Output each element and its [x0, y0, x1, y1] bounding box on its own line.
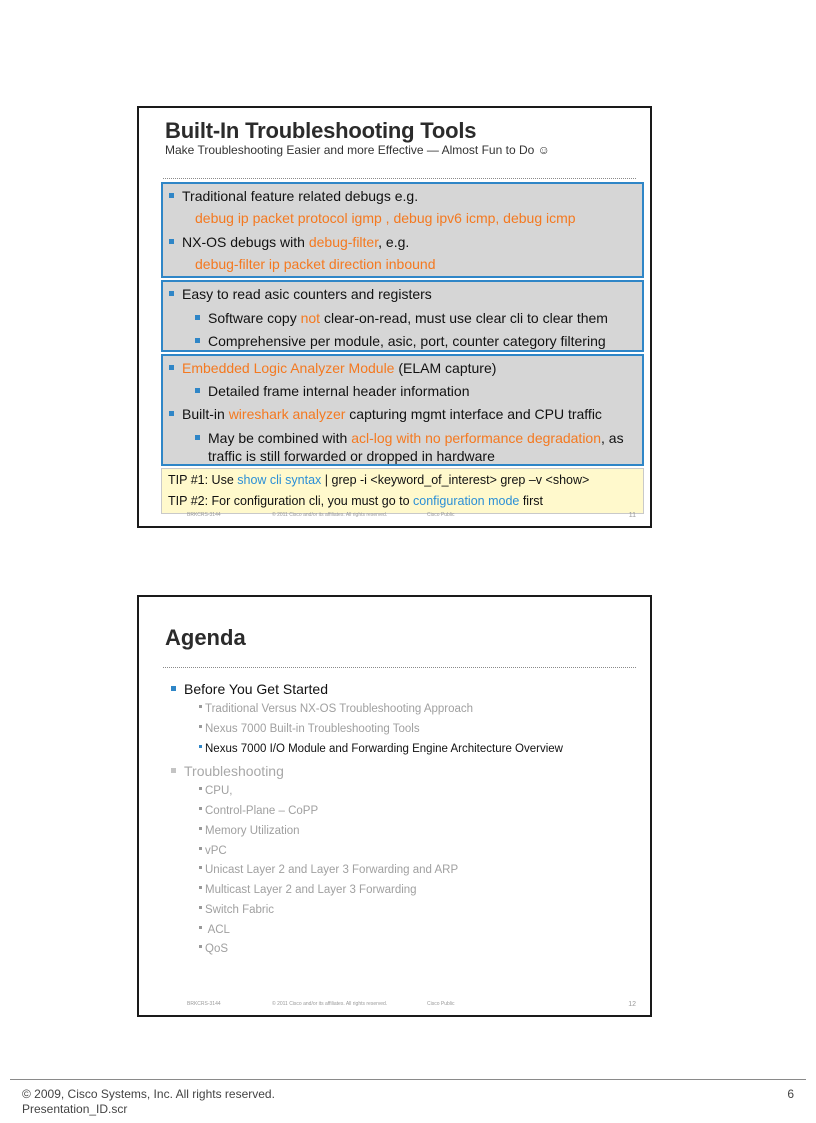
- footer-classification: Cisco Public: [427, 1001, 455, 1007]
- bullet-square-icon: [199, 906, 202, 909]
- slide-built-in-tools: [137, 106, 652, 528]
- bullet-square-icon: [199, 926, 202, 929]
- bullet-square-icon: [199, 945, 202, 948]
- agenda-item-before-you-get-started: Before You Get Started: [171, 681, 328, 697]
- bullet-square-icon: [195, 388, 200, 393]
- tip-2: TIP #2: For configuration cli, you must go to configuration mode first: [168, 494, 543, 508]
- agenda-subitem: Memory Utilization: [199, 825, 300, 837]
- footer-session-id: BRKCRS-3144: [187, 1001, 221, 1007]
- page-footer-divider: [10, 1079, 806, 1080]
- bullet-wireshark: Built-in wireshark analyzer capturing mgmt interface and CPU traffic: [169, 406, 602, 422]
- footer-copyright: © 2011 Cisco and/or its affiliates. All rights reserved.: [272, 1001, 388, 1007]
- bullet-square-icon: [195, 338, 200, 343]
- bullet-square-icon: [199, 745, 202, 748]
- bullet-square-icon: [169, 193, 174, 198]
- bullet-asic-counters: Easy to read asic counters and registers: [169, 286, 432, 302]
- agenda-subitem: Traditional Versus NX-OS Troubleshooting Approach: [199, 703, 473, 715]
- sub-bullet-filtering: Comprehensive per module, asic, port, counter category filtering: [195, 333, 606, 349]
- page-footer: [22, 1087, 275, 1117]
- slide-title: Built-In Troubleshooting Tools: [165, 118, 477, 143]
- slide-footer: [187, 512, 636, 522]
- bullet-square-icon: [169, 291, 174, 296]
- presentation-id: Presentation_ID.scr: [22, 1102, 128, 1116]
- footer-slide-number: 12: [628, 1001, 636, 1008]
- tip-1: TIP #1: Use show cli syntax | grep -i <keyword_of_interest> grep –v <show>: [168, 473, 590, 487]
- bullet-square-icon: [169, 411, 174, 416]
- agenda-item-troubleshooting: Troubleshooting: [171, 763, 284, 779]
- footer-session-id: BRKCRS-3144: [187, 512, 221, 518]
- slide-footer: [187, 1001, 636, 1011]
- bullet-square-icon: [171, 768, 176, 773]
- agenda-subitem: vPC: [199, 845, 227, 857]
- bullet-traditional-debugs: Traditional feature related debugs e.g.: [169, 188, 418, 204]
- bullet-square-icon: [199, 807, 202, 810]
- agenda-subitem-current: Nexus 7000 I/O Module and Forwarding Engine Architecture Overview: [199, 743, 563, 755]
- agenda-subitem: ACL: [199, 924, 230, 936]
- bullet-square-icon: [169, 239, 174, 244]
- bullet-square-icon: [199, 886, 202, 889]
- debug-filter-example: debug-filter ip packet direction inbound: [195, 256, 436, 272]
- footer-copyright: © 2011 Cisco and/or its affiliates. All rights reserved.: [272, 512, 388, 518]
- slide-subtitle: Make Troubleshooting Easier and more Effective — Almost Fun to Do ☺: [165, 143, 550, 157]
- agenda-subitem: Multicast Layer 2 and Layer 3 Forwarding: [199, 884, 417, 896]
- bullet-square-icon: [195, 435, 200, 440]
- asic-counters-box: [161, 280, 644, 352]
- bullet-square-icon: [171, 686, 176, 691]
- bullet-square-icon: [199, 827, 202, 830]
- bullet-elam: Embedded Logic Analyzer Module (ELAM capture): [169, 360, 496, 376]
- bullet-square-icon: [199, 866, 202, 869]
- tips-box: [161, 468, 644, 514]
- sub-bullet-frame-header: Detailed frame internal header information: [195, 383, 469, 399]
- agenda-subitem: Switch Fabric: [199, 904, 274, 916]
- slide-agenda: [137, 595, 652, 1017]
- agenda-subitem: Unicast Layer 2 and Layer 3 Forwarding and ARP: [199, 864, 458, 876]
- bullet-square-icon: [199, 787, 202, 790]
- agenda-subitem: QoS: [199, 943, 228, 955]
- agenda-subitem: Control-Plane – CoPP: [199, 805, 318, 817]
- bullet-square-icon: [169, 365, 174, 370]
- debug-example: debug ip packet protocol igmp , debug ipv6 icmp, debug icmp: [195, 210, 576, 226]
- bullet-square-icon: [199, 847, 202, 850]
- page-number: 6: [787, 1087, 794, 1101]
- footer-classification: Cisco Public: [427, 512, 455, 518]
- agenda-subitem: Nexus 7000 Built-in Troubleshooting Tools: [199, 723, 420, 735]
- agenda-subitem: CPU,: [199, 785, 232, 797]
- bullet-square-icon: [195, 315, 200, 320]
- debugs-box: [161, 182, 644, 278]
- elam-box: [161, 354, 644, 466]
- bullet-square-icon: [199, 705, 202, 708]
- sub-bullet-acl-log-cont: traffic is still forwarded or dropped in hardware: [208, 448, 495, 464]
- sub-bullet-software-copy: Software copy not clear-on-read, must use clear cli to clear them: [195, 310, 608, 326]
- sub-bullet-acl-log: May be combined with acl-log with no performance degradation, as: [195, 430, 624, 446]
- title-divider: [163, 178, 636, 179]
- page-copyright: © 2009, Cisco Systems, Inc. All rights reserved.: [22, 1087, 275, 1101]
- title-divider: [163, 667, 636, 668]
- bullet-nxos-debugs: NX-OS debugs with debug-filter, e.g.: [169, 234, 409, 250]
- bullet-square-icon: [199, 725, 202, 728]
- footer-slide-number: 11: [628, 512, 636, 519]
- slide-title: Agenda: [165, 625, 246, 650]
